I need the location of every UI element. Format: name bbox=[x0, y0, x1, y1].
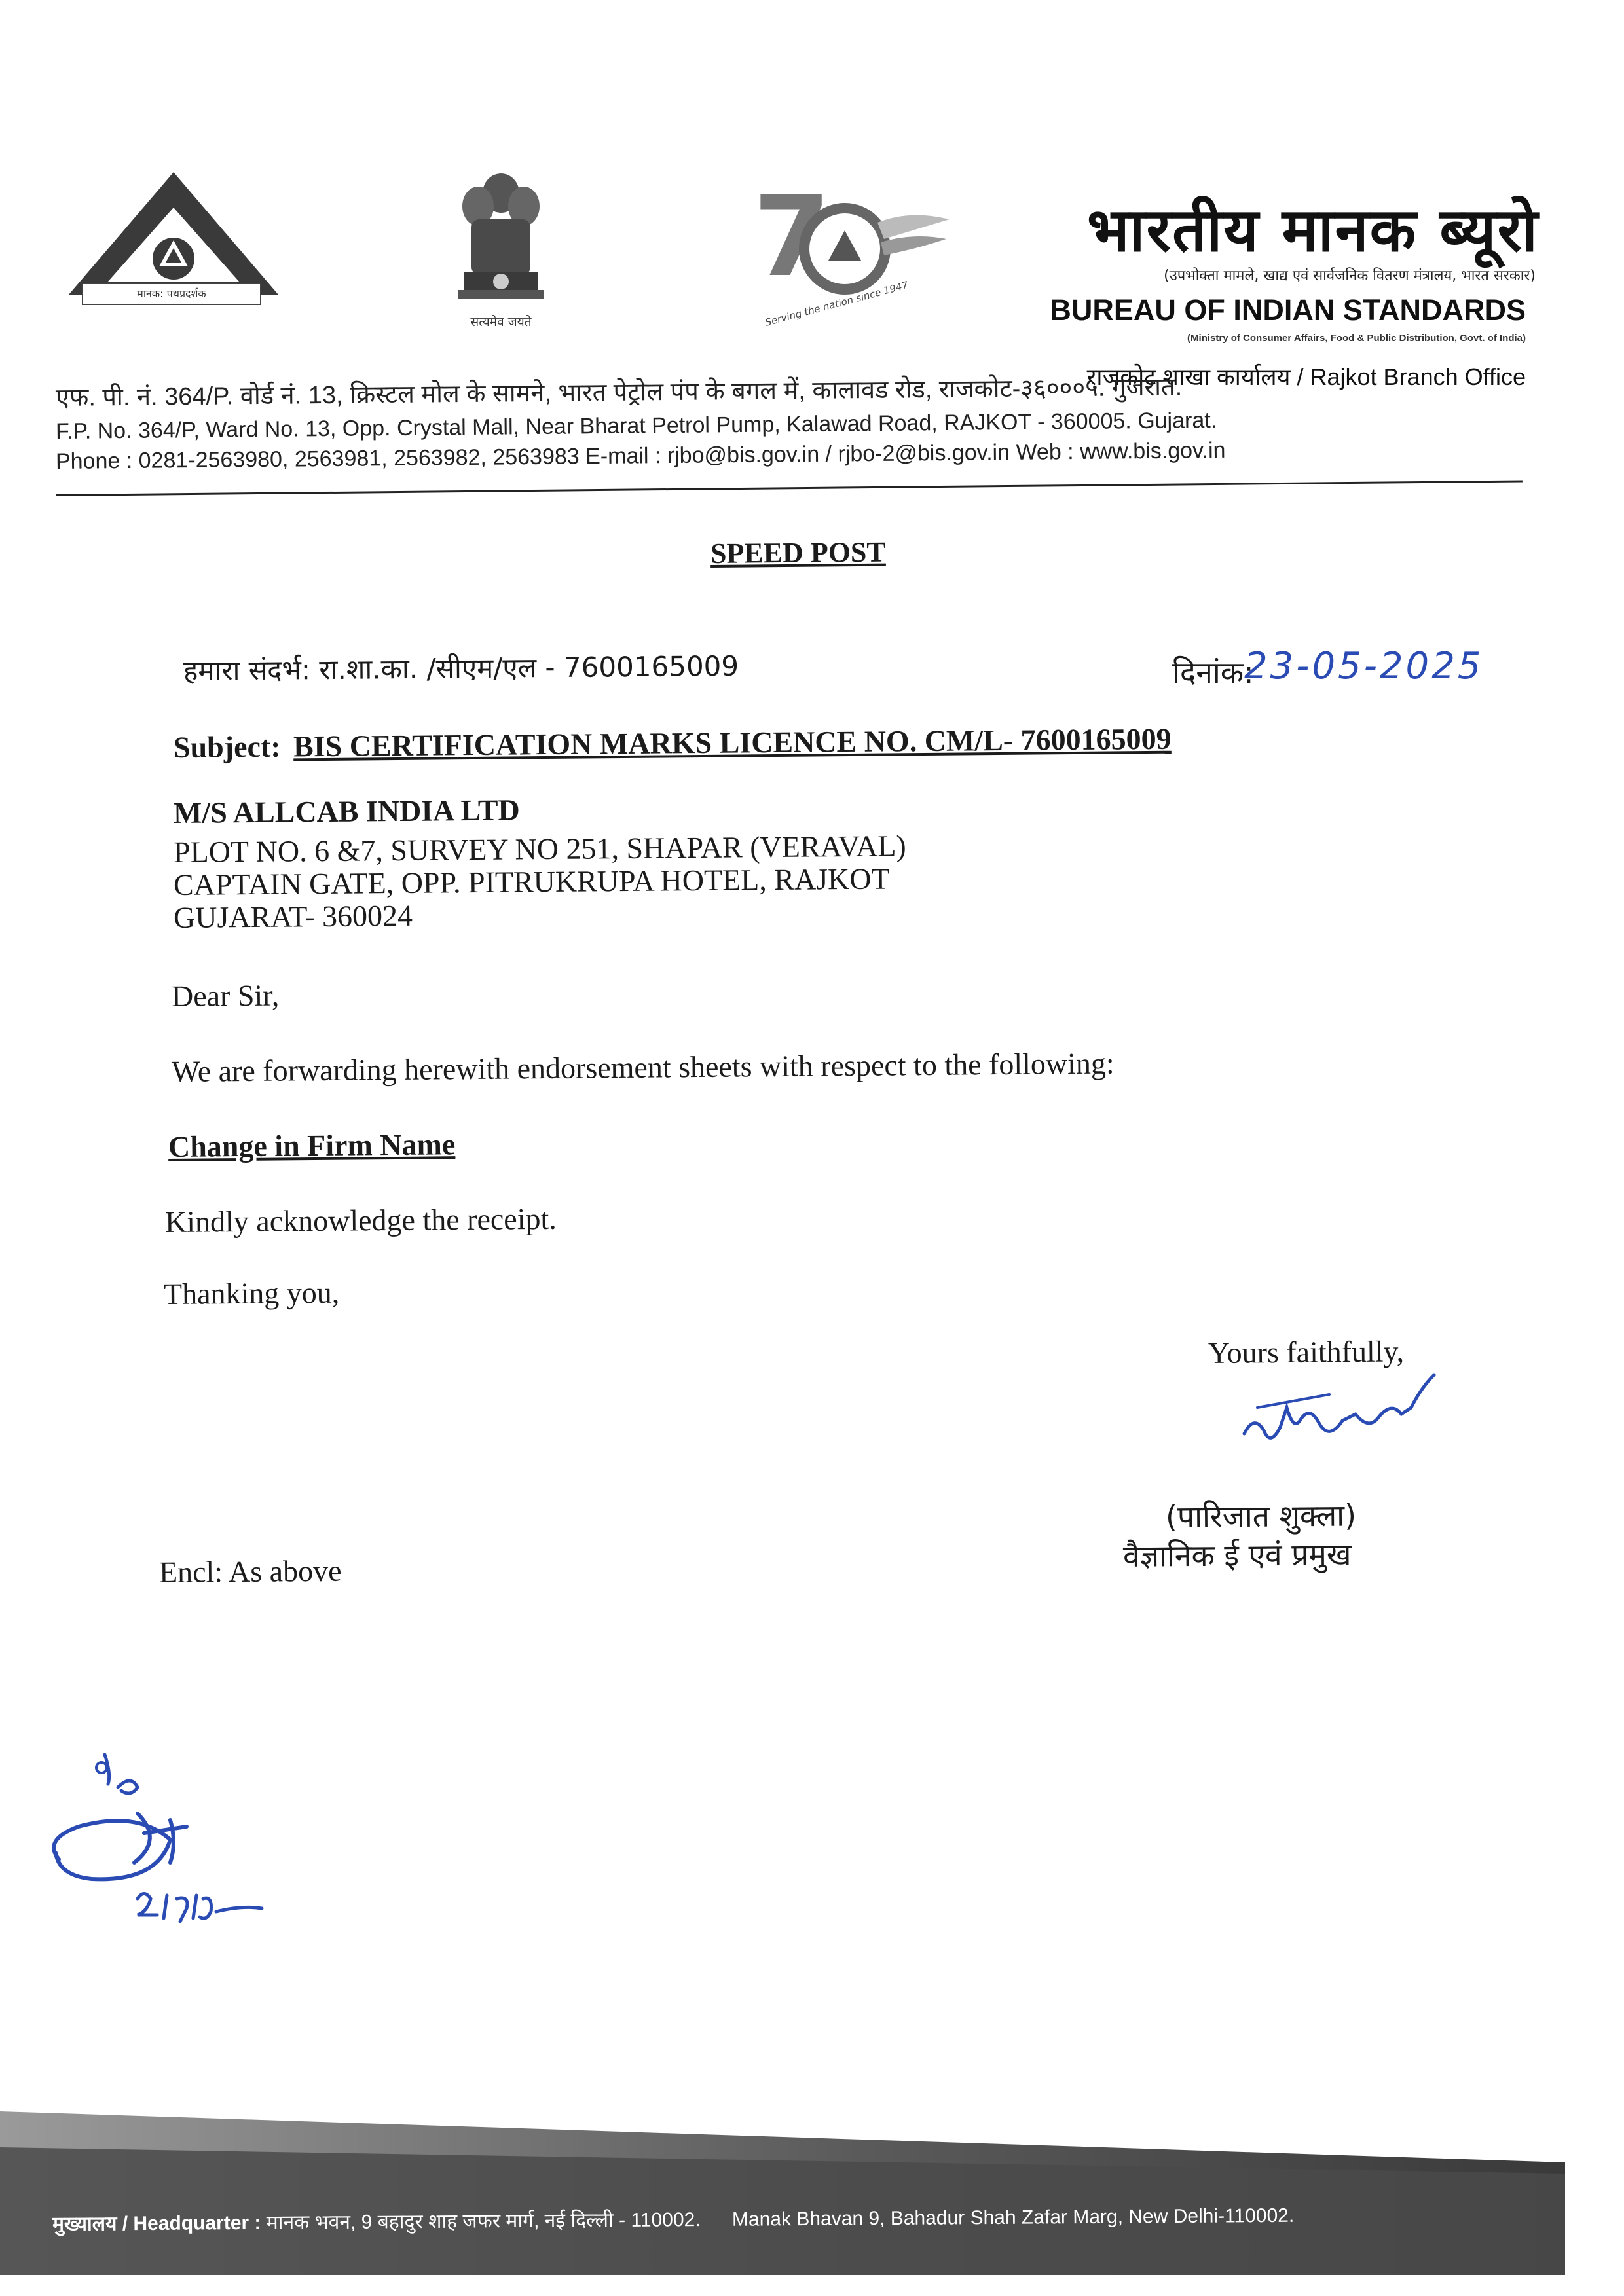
dispatch-mode: SPEED POST bbox=[710, 536, 886, 570]
bis-logo-label: मानक: पथप्रदर्शक bbox=[82, 283, 261, 305]
date-value-handwritten: 23-05-2025 bbox=[1244, 645, 1484, 687]
closing-line: Thanking you, bbox=[163, 1275, 340, 1311]
recipient-name: M/S ALLCAB INDIA LTD bbox=[173, 793, 520, 829]
office-address-hindi: एफ. पी. नं. 364/P. वोर्ड नं. 13, क्रिस्टल मोल के सामने, भारत पेट्रोल पंप के बगल में, कालावड रोड, राजकोट-३६०००५. गुजरात. bbox=[55, 373, 1183, 412]
recipient-address-line: CAPTAIN GATE, OPP. PITRUKRUPA HOTEL, RAJKOT bbox=[173, 862, 890, 902]
handwritten-initials-stamp bbox=[39, 1748, 314, 1958]
office-address-english: F.P. No. 364/P, Ward No. 13, Opp. Crystal Mall, Near Bharat Petrol Pump, Kalawad Road, RAJKOT - 360005. Gujarat. bbox=[55, 407, 1217, 444]
emblem-motto: सत्यमेव जयते bbox=[470, 315, 532, 329]
body-paragraph: We are forwarding herewith endorsement sheets with respect to the following: bbox=[171, 1046, 1115, 1088]
header-divider bbox=[56, 480, 1522, 496]
signature-scribble bbox=[1231, 1368, 1441, 1480]
footer-band bbox=[0, 2111, 1565, 2275]
bis-75-years-logo bbox=[753, 177, 950, 308]
subject-line bbox=[174, 721, 1172, 765]
recipient-address-line: PLOT NO. 6 &7, SURVEY NO 251, SHAPAR (VERAVAL) bbox=[173, 829, 906, 869]
ministry-english: (Ministry of Consumer Affairs, Food & Public Distribution, Govt. of India) bbox=[1187, 333, 1526, 344]
logo-75-tagline: Serving the nation since 1947 bbox=[764, 279, 910, 329]
org-name-hindi: भारतीय मानक ब्यूरो bbox=[1086, 195, 1539, 265]
org-name-english: BUREAU OF INDIAN STANDARDS bbox=[1050, 293, 1526, 327]
national-emblem-icon bbox=[452, 167, 550, 311]
body-paragraph: Kindly acknowledge the receipt. bbox=[164, 1201, 557, 1239]
enclosure-note: Encl: As above bbox=[158, 1554, 342, 1589]
footer-hq-label: मुख्यालय / Headquarter : bbox=[52, 2212, 261, 2235]
change-heading: Change in Firm Name bbox=[168, 1127, 456, 1163]
valediction: Yours faithfully, bbox=[1208, 1334, 1405, 1370]
signatory-name: (पारिजात शुक्ला) bbox=[1165, 1497, 1357, 1535]
branch-office: राजकोट शाखा कार्यालय / Rajkot Branch Office bbox=[1086, 363, 1526, 390]
reference-number: हमारा संदर्भ: रा.शा.का. /सीएम/एल - 7600165009 bbox=[183, 649, 739, 687]
office-contact: Phone : 0281-2563980, 2563981, 2563982, 2563983 E-mail : rjbo@bis.gov.in / rjbo-2@bis.gov.in Web : www.bis.gov.in bbox=[55, 437, 1226, 474]
subject-text: BIS CERTIFICATION MARKS LICENCE NO. CM/L- 7600165009 bbox=[293, 721, 1172, 763]
footer-hq-english: Manak Bhavan 9, Bahadur Shah Zafar Marg, New Delhi-110002. bbox=[731, 2204, 1295, 2231]
subject-label: Subject: bbox=[173, 729, 281, 764]
date-label: दिनांक: bbox=[1172, 655, 1254, 690]
footer-hq-hindi: मानक भवन, 9 बहादुर शाह जफर मार्ग, नई दिल्ली - 110002. bbox=[266, 2209, 701, 2234]
ministry-hindi: (उपभोक्ता मामले, खाद्य एवं सार्वजनिक वितरण मंत्रालय, भारत सरकार) bbox=[1164, 268, 1536, 284]
salutation: Dear Sir, bbox=[171, 978, 280, 1013]
recipient-address-line: GUJARAT- 360024 bbox=[173, 898, 413, 934]
signatory-designation: वैज्ञानिक ई एवं प्रमुख bbox=[1122, 1536, 1352, 1574]
svg-text:7: 7 bbox=[753, 177, 831, 302]
